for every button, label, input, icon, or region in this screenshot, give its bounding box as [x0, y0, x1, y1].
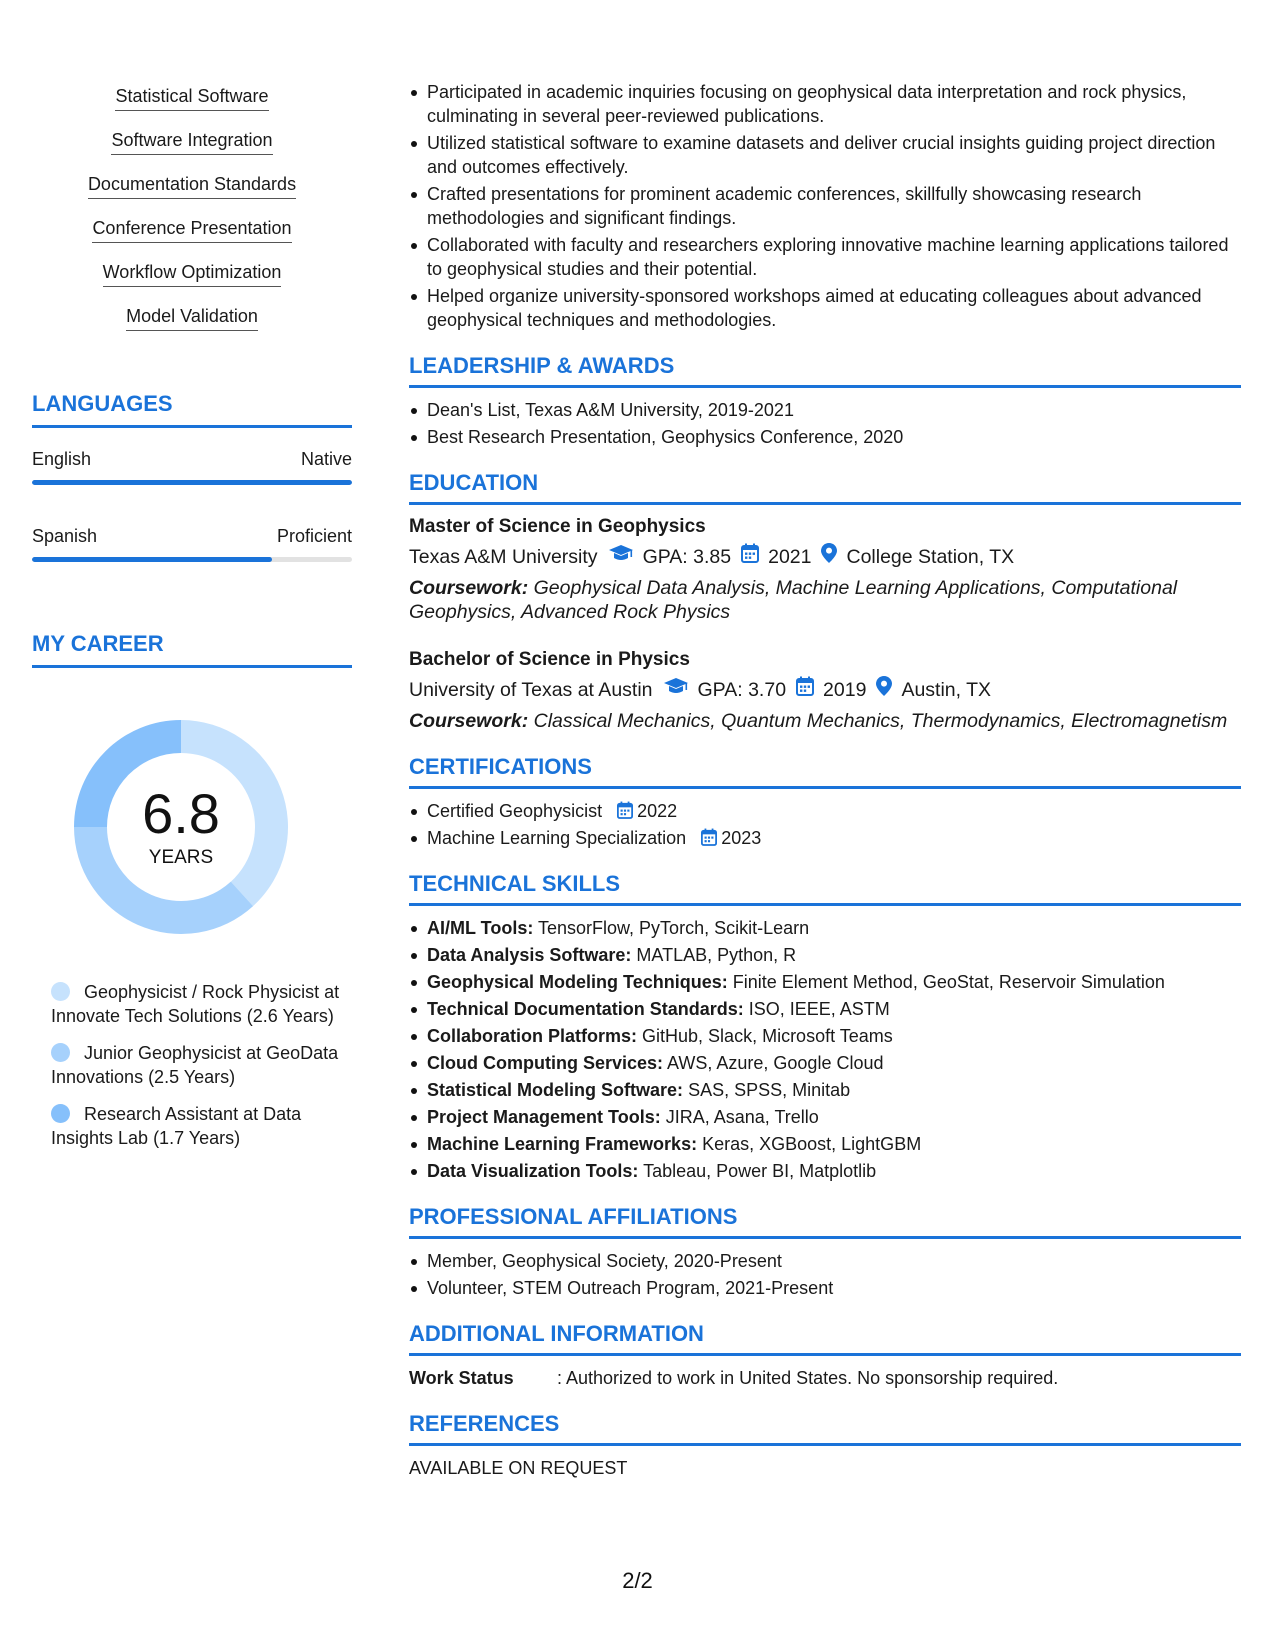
additional-info-heading: ADDITIONAL INFORMATION: [409, 1320, 1241, 1356]
left-column: [32, 84, 352, 1148]
coursework-text: Geophysical Data Analysis, Machine Learning Applications, Computational Geophysics, Advanced Rock Physics: [409, 577, 1178, 623]
work-status-label: Work Status: [409, 1368, 514, 1388]
experience-bullet: Utilized statistical software to examine datasets and deliver crucial insights guiding project direction and outcomes effectively.: [427, 131, 1241, 179]
school-name: Texas A&M University: [409, 545, 598, 568]
skill-category: Technical Documentation Standards:: [427, 999, 744, 1019]
skill-values: ISO, IEEE, ASTM: [748, 999, 890, 1019]
gpa: GPA: 3.70: [697, 678, 787, 701]
technical-skill-item: [427, 916, 1241, 940]
career-legend-label: Geophysicist / Rock Physicist at Innovate Tech Solutions (2.6 Years): [51, 982, 340, 1026]
certification-year: 2022: [637, 801, 678, 821]
experience-bullet: Crafted presentations for prominent academic conferences, skillfully showcasing research methodologies and significant findings.: [427, 182, 1241, 230]
page-number: 2/2: [622, 1568, 653, 1593]
language-row: [32, 524, 352, 548]
skill-values: Tableau, Power BI, Matplotlib: [643, 1161, 877, 1181]
map-pin-icon: [821, 543, 837, 570]
skill-values: AWS, Azure, Google Cloud: [667, 1053, 884, 1073]
donut-center: [66, 712, 296, 942]
skill-tag: Software Integration: [111, 128, 272, 155]
technical-skill-item: [427, 1132, 1241, 1156]
certification-date: [617, 799, 677, 823]
skill-category: Machine Learning Frameworks:: [427, 1134, 698, 1154]
leadership-item: Best Research Presentation, Geophysics Conference, 2020: [427, 425, 1241, 449]
career-legend-item: [51, 980, 341, 1028]
technical-skills-list: [409, 916, 1241, 1183]
school-name: University of Texas at Austin: [409, 678, 653, 701]
skill-values: Finite Element Method, GeoStat, Reservoir Simulation: [732, 972, 1165, 992]
certification-year: 2023: [721, 828, 762, 848]
work-status-row: [409, 1366, 1241, 1390]
skill-category: Statistical Modeling Software:: [427, 1080, 684, 1100]
education-heading: EDUCATION: [409, 469, 1241, 505]
skill-tag: Documentation Standards: [88, 172, 296, 199]
work-status-value: : Authorized to work in United States. No sponsorship required.: [557, 1368, 1059, 1388]
technical-skill-item: [427, 1105, 1241, 1129]
degree-title: Bachelor of Science in Physics: [409, 649, 690, 670]
certification-item: [427, 799, 1241, 823]
legend-dot-icon: [51, 1104, 70, 1123]
experience-bullet: Helped organize university-sponsored workshops aimed at educating colleagues about advanced geophysical techniques and methodologies.: [427, 284, 1241, 332]
career-donut-chart: [66, 712, 296, 942]
language-bar: [32, 557, 352, 562]
leadership-heading: LEADERSHIP & AWARDS: [409, 352, 1241, 388]
affiliation-item: Member, Geophysical Society, 2020-Present: [427, 1249, 1241, 1273]
skill-category: Geophysical Modeling Techniques:: [427, 972, 728, 992]
certifications-list: [409, 799, 1241, 850]
skill-category: Collaboration Platforms:: [427, 1026, 638, 1046]
calendar-icon: [796, 676, 814, 703]
career-legend-label: Research Assistant at Data Insights Lab (1.7 Years): [51, 1104, 302, 1148]
language-bar-fill: [32, 557, 272, 562]
legend-dot-icon: [51, 982, 70, 1001]
right-column: [409, 80, 1241, 1480]
references-heading: REFERENCES: [409, 1410, 1241, 1446]
legend-dot-icon: [51, 1043, 70, 1062]
education-meta: [409, 543, 1241, 570]
map-pin-icon: [876, 676, 892, 703]
skill-category: Data Visualization Tools:: [427, 1161, 639, 1181]
coursework-label: Coursework:: [409, 710, 529, 732]
degree-title: Master of Science in Geophysics: [409, 516, 706, 537]
leadership-item: Dean's List, Texas A&M University, 2019-2021: [427, 398, 1241, 422]
skill-values: TensorFlow, PyTorch, Scikit-Learn: [538, 918, 810, 938]
coursework: [409, 576, 1241, 624]
language-row: [32, 447, 352, 471]
education-entry: [409, 648, 1241, 733]
career-legend-label: Junior Geophysicist at GeoData Innovations (2.5 Years): [51, 1043, 339, 1087]
technical-skill-item: [427, 1024, 1241, 1048]
experience-bullets: [409, 80, 1241, 332]
certification-item: [427, 826, 1241, 850]
skill-values: Keras, XGBoost, LightGBM: [702, 1134, 922, 1154]
career-legend-item: [51, 1102, 341, 1150]
language-bar-fill: [32, 480, 352, 485]
skill-category: Cloud Computing Services:: [427, 1053, 664, 1073]
technical-skill-item: [427, 1159, 1241, 1183]
skill-category: AI/ML Tools:: [427, 918, 534, 938]
references-text: AVAILABLE ON REQUEST: [409, 1458, 628, 1478]
gpa: GPA: 3.85: [642, 545, 732, 568]
education-meta: [409, 676, 1241, 703]
technical-skill-item: [427, 1051, 1241, 1075]
skill-tag: Statistical Software: [115, 84, 268, 111]
skill-tag: Conference Presentation: [92, 216, 291, 243]
leadership-list: [409, 398, 1241, 449]
graduation-cap-icon: [608, 543, 634, 570]
affiliations-heading: PROFESSIONAL AFFILIATIONS: [409, 1203, 1241, 1239]
skill-tags: [32, 84, 352, 348]
calendar-icon: [617, 801, 633, 819]
experience-bullet: Collaborated with faculty and researchers exploring innovative machine learning applications tailored to geophysical studies and their potential.: [427, 233, 1241, 281]
calendar-icon: [741, 543, 759, 570]
language-level: Proficient: [276, 526, 352, 546]
career-section: [32, 630, 352, 1163]
career-total-unit: YEARS: [148, 847, 214, 868]
coursework-label: Coursework:: [409, 577, 529, 599]
affiliation-item: Volunteer, STEM Outreach Program, 2021-Present: [427, 1276, 1241, 1300]
skill-values: JIRA, Asana, Trello: [665, 1107, 819, 1127]
skill-values: MATLAB, Python, R: [636, 945, 797, 965]
skill-tag: Model Validation: [126, 304, 258, 331]
certifications-heading: CERTIFICATIONS: [409, 753, 1241, 789]
affiliations-list: [409, 1249, 1241, 1300]
calendar-icon: [701, 828, 717, 846]
language-level: Native: [300, 449, 352, 469]
languages-section: [32, 390, 352, 562]
school-location: Austin, TX: [901, 678, 992, 701]
experience-bullet: Participated in academic inquiries focusing on geophysical data interpretation and rock physics, culminating in several peer-reviewed publications.: [427, 80, 1241, 128]
graduation-cap-icon: [663, 676, 689, 703]
language-bar: [32, 480, 352, 485]
language-name: Spanish: [32, 526, 98, 546]
skill-category: Project Management Tools:: [427, 1107, 661, 1127]
technical-skill-item: [427, 997, 1241, 1021]
technical-skill-item: [427, 943, 1241, 967]
skill-category: Data Analysis Software:: [427, 945, 632, 965]
career-heading: MY CAREER: [32, 630, 352, 668]
graduation-year: 2021: [768, 545, 812, 568]
technical-skill-item: [427, 970, 1241, 994]
career-total-years: 6.8: [142, 782, 220, 845]
education-entry: [409, 515, 1241, 624]
certification-name: Machine Learning Specialization: [427, 828, 687, 848]
career-legend: [51, 980, 341, 1150]
technical-skill-item: [427, 1078, 1241, 1102]
skill-values: SAS, SPSS, Minitab: [688, 1080, 851, 1100]
languages-heading: LANGUAGES: [32, 390, 352, 428]
skill-values: GitHub, Slack, Microsoft Teams: [642, 1026, 893, 1046]
school-location: College Station, TX: [846, 545, 1015, 568]
language-name: English: [32, 449, 92, 469]
certification-date: [701, 826, 761, 850]
technical-skills-heading: TECHNICAL SKILLS: [409, 870, 1241, 906]
coursework-text: Classical Mechanics, Quantum Mechanics, Thermodynamics, Electromagnetism: [533, 710, 1228, 732]
coursework: [409, 709, 1241, 733]
skill-tag: Workflow Optimization: [103, 260, 282, 287]
career-legend-item: [51, 1041, 341, 1089]
graduation-year: 2019: [823, 678, 867, 701]
certification-name: Certified Geophysicist: [427, 801, 603, 821]
